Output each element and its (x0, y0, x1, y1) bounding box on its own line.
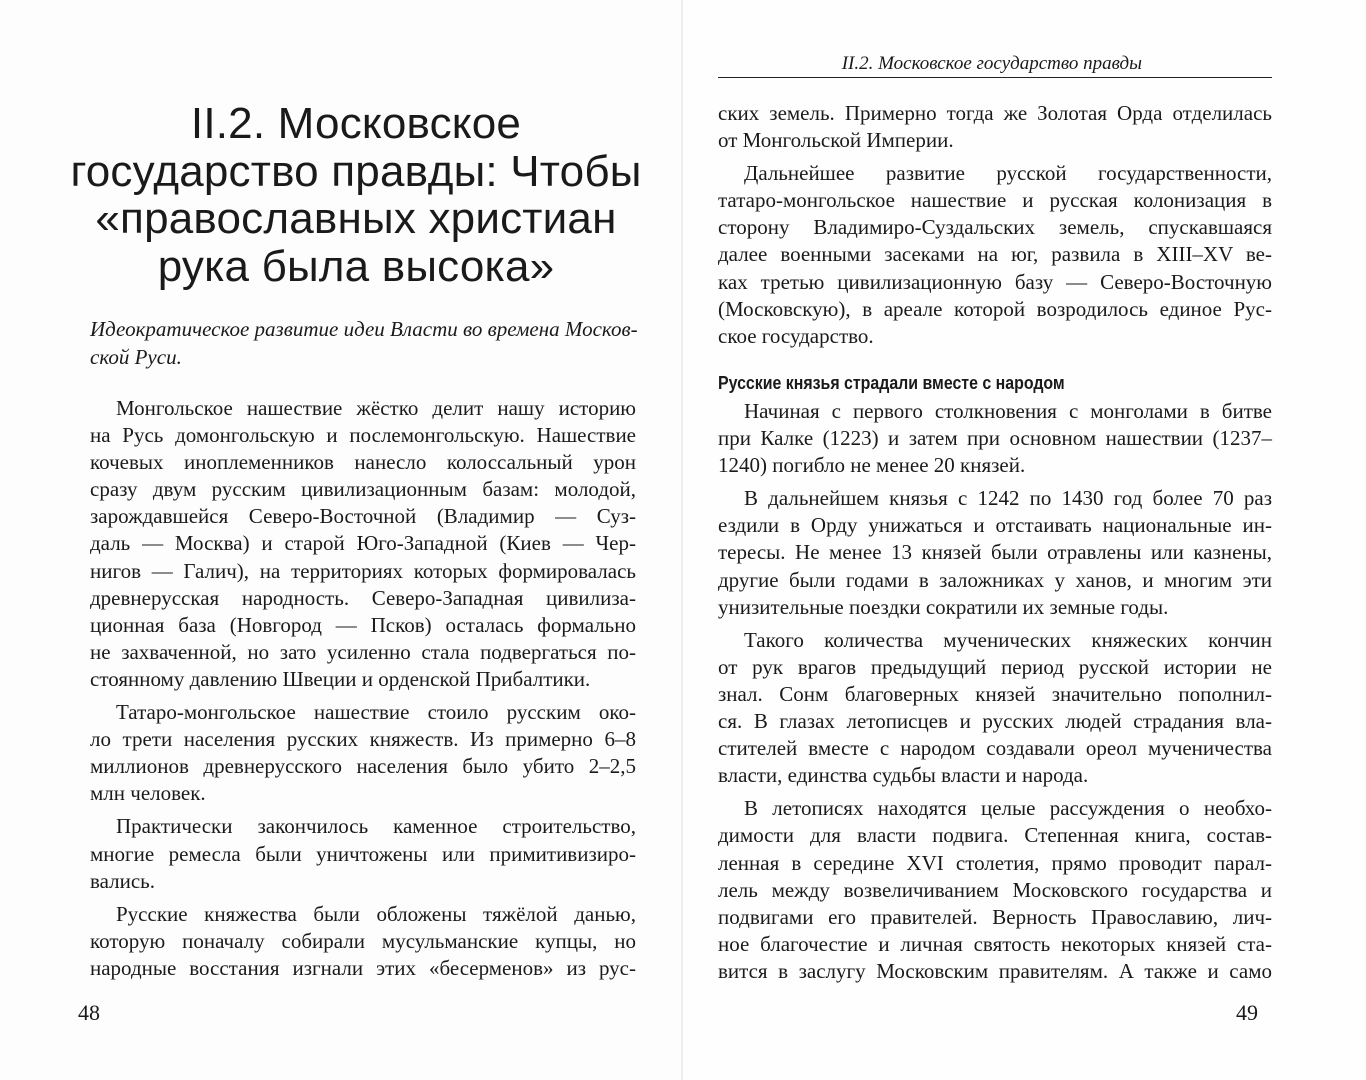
body-line: вится в заслугу Московским правителям. А также и само (718, 958, 1272, 983)
body-line: Монгольское нашествие жёстко делит нашу историю (116, 396, 636, 420)
body-line: на Русь домонгольскую и послемонгольскую. Нашествие (90, 423, 636, 448)
body-line: Начиная с первого столкновения с монголами в битве (744, 399, 1272, 423)
body-line: ленная в середине XVI столетия, прямо проводит парал- (718, 850, 1272, 875)
running-header: II.2. Московское государство правды (841, 53, 1142, 74)
body-line: сторону Владимиро-Суздальских земель, спускавшаяся (718, 215, 1272, 240)
body-line: тересы. Не менее 13 князей были отравлены или казнены, (718, 540, 1272, 565)
lead-line: ской Руси. (90, 345, 182, 369)
body-line: унизительные поездки сократили их земные годы. (718, 594, 1169, 619)
body-line: от рук врагов предыдущий период русской истории не (718, 654, 1272, 679)
body-line: В летописях находятся целые рассуждения о необхо- (744, 796, 1272, 821)
body-line: нигов — Галич), на территориях которых формировалась (90, 558, 636, 583)
body-line: ло трети населения русских княжеств. Из примерно 6–8 (90, 727, 636, 752)
body-line: татаро-монгольское нашествие и русская колонизация в (718, 188, 1272, 213)
body-line: Русские княжества были обложены тяжёлой данью, (116, 901, 636, 926)
body-line: ское государство. (718, 323, 874, 348)
body-line: ное благочестие и личная святость некоторых князей ста- (718, 931, 1272, 956)
body-line: даль — Москва) и старой Юго-Западной (Киев — Чер- (90, 531, 636, 556)
body-line: ездили в Орду унижаться и отстаивать национальные ин- (718, 513, 1272, 538)
body-line: Татаро-монгольское нашествие стоило русским око- (116, 700, 636, 725)
chapter-title-line: государство правды: Чтобы (70, 146, 642, 196)
chapter-title (70, 100, 642, 290)
right-page-body-bottom (718, 398, 1272, 985)
body-line: от Монгольской Империи. (718, 128, 954, 153)
header-rule (718, 77, 1272, 78)
chapter-lead (90, 315, 636, 371)
body-line: при Калке (1223) и затем при основном нашествии (1237– (718, 426, 1272, 451)
body-line: другие были годами в заложниках у ханов, и многим эти (718, 567, 1272, 592)
body-line: Такого количества мученических княжеских кончин (744, 627, 1272, 652)
body-line: миллионов древнерусского населения было убито 2–2,5 (90, 754, 636, 779)
body-line: Дальнейшее развитие русской государственности, (744, 161, 1272, 186)
page-number-left: 48 (78, 1000, 100, 1025)
body-line: димости для власти подвига. Степенная книга, состав- (718, 823, 1272, 848)
page-number-right: 49 (1236, 1000, 1258, 1025)
body-line: ских земель. Примерно тогда же Золотая Орда отделилась (718, 101, 1272, 125)
body-line: власти, единства судьбы власти и народа. (718, 763, 1089, 788)
left-page-body (90, 395, 636, 982)
body-line: стоянному давлению Швеции и орденской Прибалтики. (90, 666, 591, 691)
chapter-title-line: II.2. Московское (190, 99, 522, 148)
body-line: зарождавшейся Северо-Восточной (Владимир — Суз- (90, 504, 636, 529)
body-line: стителей вместе с народом создавали ореол мученичества (718, 736, 1272, 761)
section-heading: Русские князья страдали вместе с народом (718, 372, 1065, 393)
body-line: вались. (90, 868, 156, 893)
body-line: Практически закончилось каменное строительство, (116, 814, 636, 839)
body-line: древнерусская народность. Северо-Западная цивилиза- (90, 585, 636, 610)
body-line: 1240) погибло не менее 20 князей. (718, 453, 1026, 478)
body-line: знал. Сонм благоверных князей значительно пополнил- (718, 681, 1272, 706)
body-line: не захваченной, но зато усиленно стала подвергаться по- (90, 639, 636, 664)
body-line: подвигами его правителей. Верность Православию, лич- (718, 904, 1272, 929)
body-line: народные восстания изгнали этих «бесерменов» из рус- (90, 955, 636, 980)
lead-line: Идеократическое развитие идеи Власти во времена Москов- (90, 317, 638, 341)
chapter-title-line: «православных христиан (95, 194, 617, 243)
body-line: лель между возвеличиванием Московского государства и (718, 877, 1272, 902)
body-line: В дальнейшем князья с 1242 по 1430 год более 70 раз (744, 486, 1272, 511)
body-line: млн человек. (90, 781, 206, 806)
right-page-body-top (718, 100, 1272, 350)
body-line: которую поначалу собирали мусульманские купцы, но (90, 928, 636, 953)
body-line: ционная база (Новгород — Псков) осталась формально (90, 612, 636, 637)
body-line: сразу двум русским цивилизационным базам: молодой, (90, 477, 636, 502)
body-line: многие ремесла были уничтожены или примитивизиро- (90, 841, 636, 866)
body-line: (Московскую), в ареале которой возродилось единое Рус- (718, 296, 1272, 321)
body-line: далее военными засеками на юг, развила в XIII–XV ве- (718, 242, 1272, 267)
body-line: кочевых иноплеменников нанесло колоссальный урон (90, 450, 636, 475)
chapter-title-line: рука была высока» (157, 241, 555, 291)
body-line: ках третью цивилизационную базу — Северо-Восточную (718, 269, 1272, 294)
body-line: ся. В глазах летописцев и русских людей страдания вла- (718, 709, 1272, 734)
